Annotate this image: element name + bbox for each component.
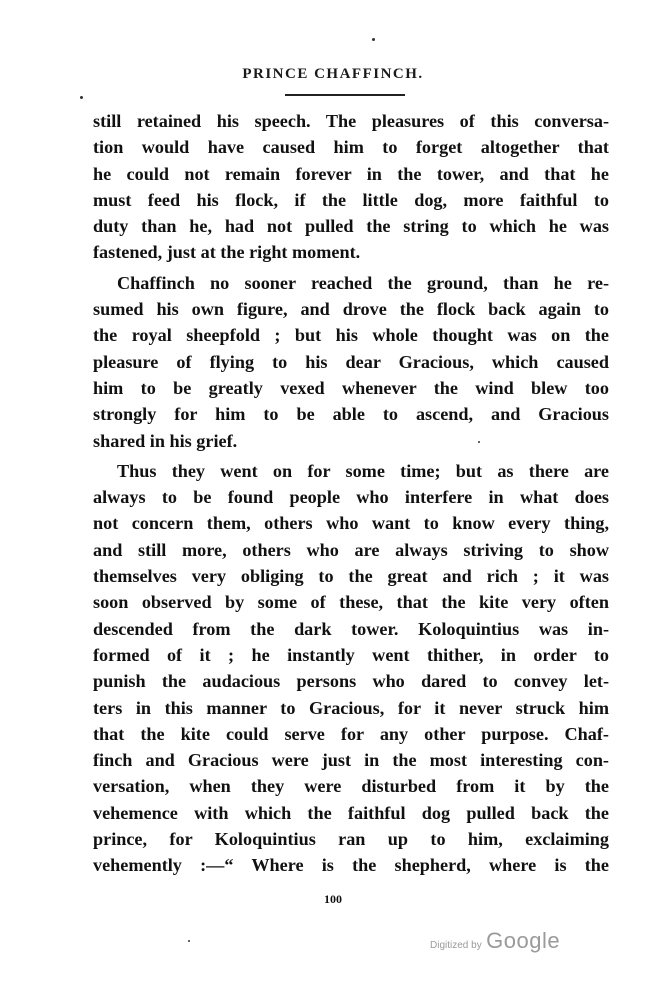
text-line: sumed his own figure, and drove the flock back again to <box>93 299 609 320</box>
text-line: ters in this manner to Gracious, for it never struck him <box>93 697 609 718</box>
text-line: formed of it ; he instantly went thither, in order to <box>93 644 609 665</box>
text-line: he could not remain forever in the tower, and that he <box>93 163 609 184</box>
text-line: must feed his flock, if the little dog, more faithful to <box>93 189 609 210</box>
text-line: Thus they went on for some time; but as there are <box>117 460 609 481</box>
text-line: shared in his grief. <box>93 430 238 451</box>
text-line: Chaffinch no sooner reached the ground, than he re- <box>117 272 609 293</box>
text-line: that the kite could serve for any other purpose. Chaf- <box>93 723 609 744</box>
text-line: fastened, just at the right moment. <box>93 242 361 263</box>
body-text <box>93 108 609 879</box>
digitization-watermark <box>430 928 560 954</box>
scan-speck <box>80 96 83 99</box>
text-line: him to be greatly vexed whenever the wind blew too <box>93 377 609 398</box>
scan-speck <box>372 38 375 41</box>
text-line: finch and Gracious were just in the most interesting con- <box>93 750 609 771</box>
text-line: themselves very obliging to the great and rich ; it was <box>93 566 609 587</box>
text-line: strongly for him to be able to ascend, and Gracious <box>93 404 609 425</box>
text-line: always to be found people who interfere in what does <box>93 487 609 508</box>
text-line: punish the audacious persons who dared to convey let- <box>93 671 609 692</box>
watermark-prefix: Digitized by <box>430 940 482 951</box>
text-line: descended from the dark tower. Koloquintius was in- <box>93 618 609 639</box>
page-number: 100 <box>324 892 342 906</box>
text-line: pleasure of flying to his dear Gracious, which caused <box>93 351 609 372</box>
text-line: duty than he, had not pulled the string to which he was <box>93 216 609 237</box>
scan-speck <box>188 940 190 942</box>
text-line: and still more, others who are always striving to show <box>93 539 609 560</box>
text-line: vehemence with which the faithful dog pulled back the <box>93 802 609 823</box>
text-line: prince, for Koloquintius ran up to him, exclaiming <box>93 829 609 850</box>
text-line: the royal sheepfold ; but his whole thought was on the <box>93 325 609 346</box>
header-rule <box>285 94 405 96</box>
google-logo: Google <box>486 928 561 953</box>
text-line: vehemently :—“ Where is the shepherd, where is the <box>93 855 609 876</box>
text-line: soon observed by some of these, that the kite very often <box>93 592 609 613</box>
running-head: PRINCE CHAFFINCH. <box>242 66 424 82</box>
text-line: versation, when they were disturbed from it by the <box>93 776 609 797</box>
text-line: tion would have caused him to forget altogether that <box>93 137 609 158</box>
text-line: not concern them, others who want to know every thing, <box>93 513 609 534</box>
scan-speck <box>478 441 480 443</box>
text-line: still retained his speech. The pleasures of this conversa- <box>93 111 609 131</box>
